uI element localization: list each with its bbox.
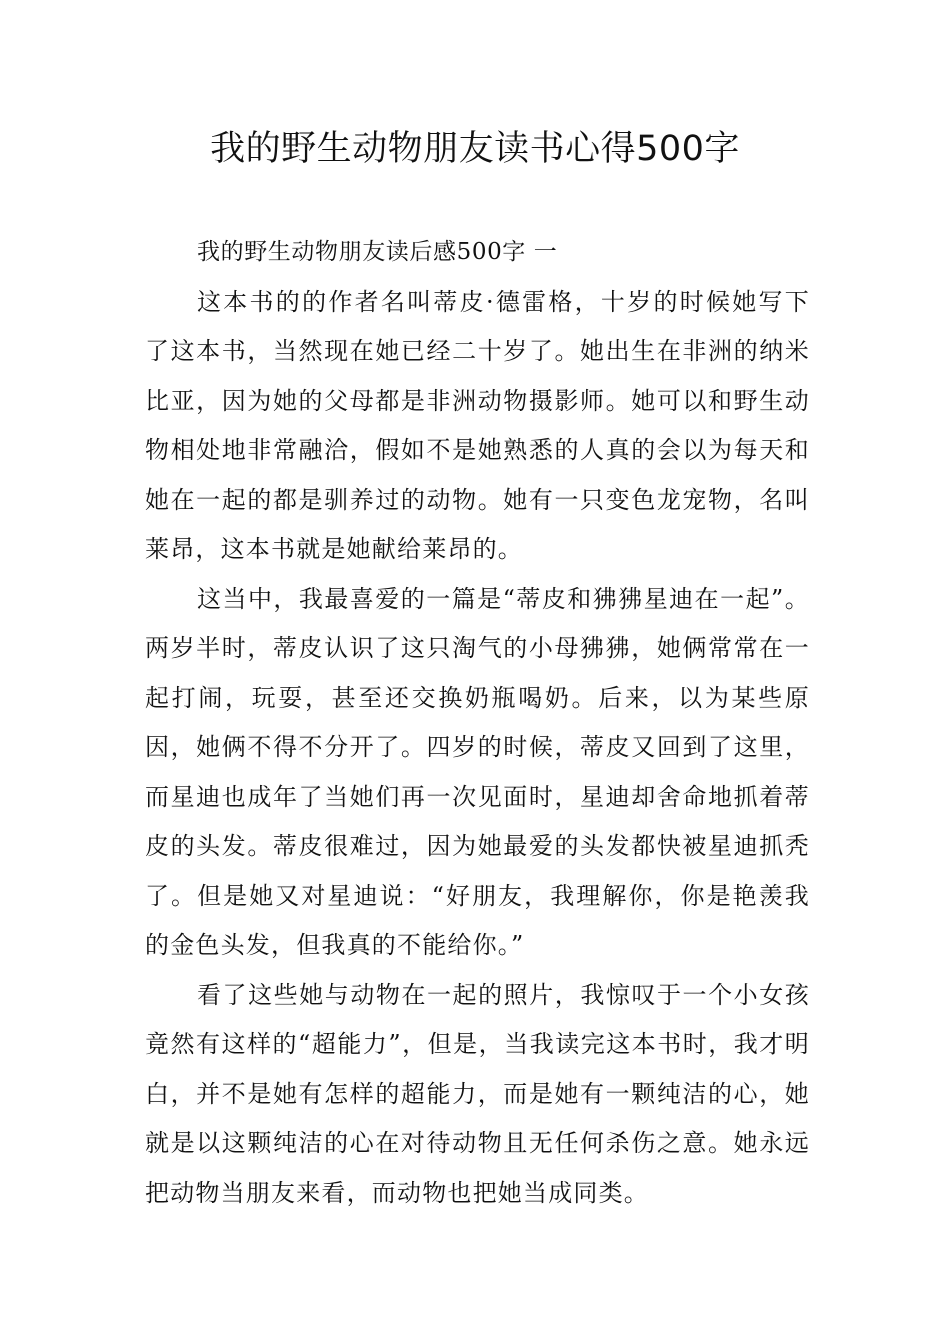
paragraph-1: 这本书的的作者名叫蒂皮·德雷格，十岁的时候她写下了这本书，当然现在她已经二十岁了。她出生在非洲的纳米比亚，因为她的父母都是非洲动物摄影师。她可以和野生动物相处地非常融洽，假如不是她熟悉的人真的会以为每天和她在一起的都是驯养过的动物。她有一只变色龙宠物，名叫莱昂，这本书就是她献给莱昂的。 bbox=[145, 287, 810, 563]
paragraph-3: 看了这些她与动物在一起的照片，我惊叹于一个小女孩竟然有这样的“超能力”，但是，当我读完这本书时，我才明白，并不是她有怎样的超能力，而是她有一颗纯洁的心，她就是以这颗纯洁的心在对待动物且无任何杀伤之意。她永远把动物当朋友来看，而动物也把她当成同类。 bbox=[145, 980, 810, 1207]
section-heading: 我的野生动物朋友读后感500字 一 bbox=[197, 239, 558, 265]
document-body bbox=[145, 228, 810, 1218]
paragraph-2: 这当中，我最喜爱的一篇是“蒂皮和狒狒星迪在一起”。两岁半时，蒂皮认识了这只淘气的小母狒狒，她俩常常在一起打闹，玩耍，甚至还交换奶瓶喝奶。后来，以为某些原因，她俩不得不分开了。四岁的时候，蒂皮又回到了这里，而星迪也成年了当她们再一次见面时，星迪却舍命地抓着蒂皮的头发。蒂皮很难过，因为她最爱的头发都快被星迪抓秃了。但是她又对星迪说：“好朋友，我理解你，你是艳羡我的金色头发，但我真的不能给你。” bbox=[145, 584, 810, 959]
document-title: 我的野生动物朋友读书心得500字 bbox=[210, 129, 740, 169]
